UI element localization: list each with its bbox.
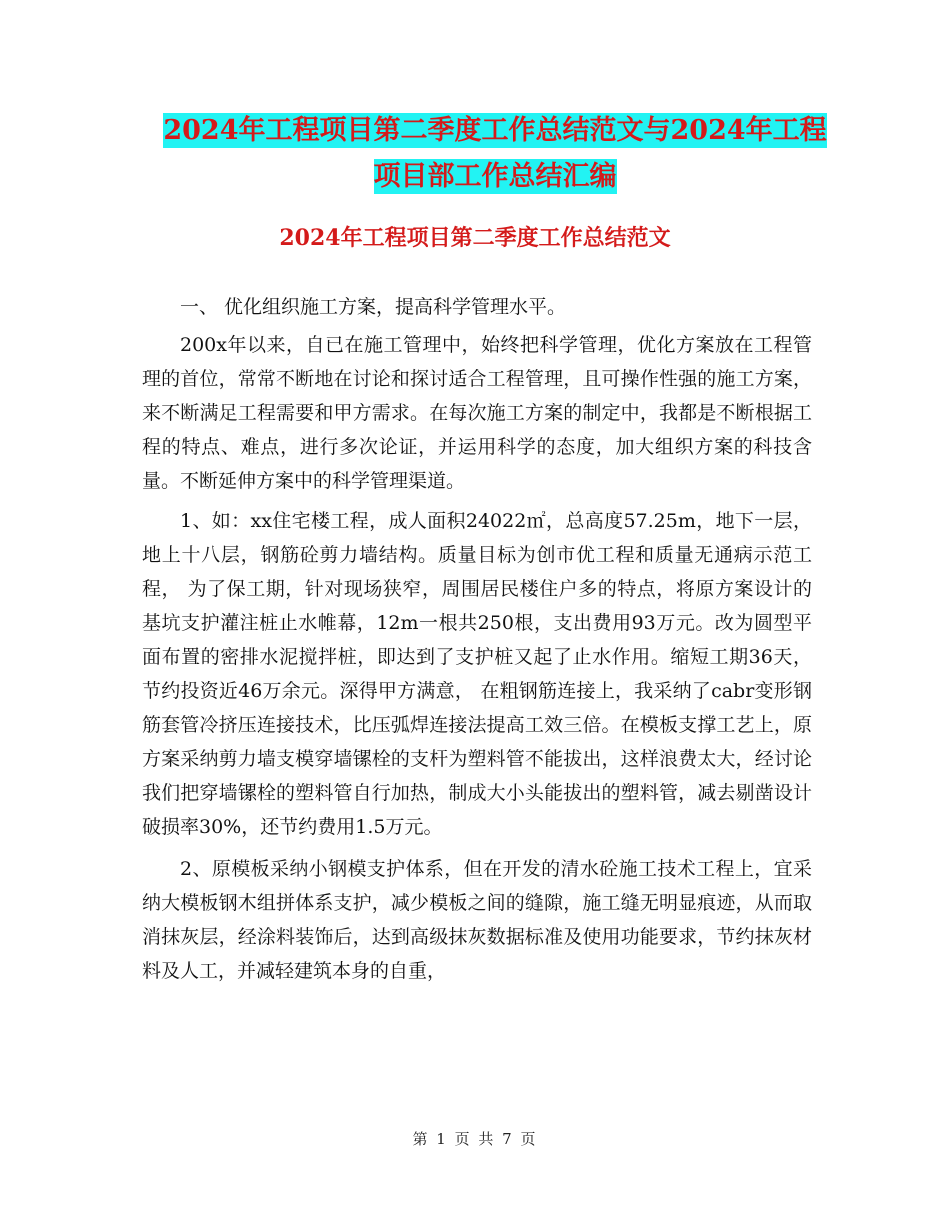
paragraph: 2、原模板采纳小钢模支护体系，但在开发的清水砼施工技术工程上，宜采纳大模板钢木组拼体系支护，减少模板之间的缝隙，施工缝无明显痕迹，从而取消抹灰层，经涂料装饰后，达到高级抹灰数据标准及使用功能要求，节约抹灰材料及人工，并减轻建筑本身的自重， — [142, 858, 812, 982]
document-body — [142, 290, 812, 994]
document-title-line2: 项目部工作总结汇编 — [373, 161, 617, 192]
document-title-line1: 2024年工程项目第二季度工作总结范文与2024年工程 — [163, 115, 827, 146]
paragraph-heading: 一、 优化组织施工方案，提高科学管理水平。 — [180, 296, 567, 318]
page-footer: 第 1 页 共 7 页 — [412, 1130, 538, 1148]
section-title: 2024年工程项目第二季度工作总结范文 — [279, 225, 671, 251]
paragraph: 1、如：xx住宅楼工程，成人面积24022㎡，总高度57.25m，地下一层，地上十八层，钢筋砼剪力墙结构。质量目标为创市优工程和质量无通病示范工程， 为了保工期，针对现场狭窄，周围居民楼住户多的特点，将原方案设计的基坑支护灌注桩止水帷幕，12m一根共250根，支出费用93万元。改为圆型平面布置的密排水泥搅拌桩，即达到了支护桩又起了止水作用。缩短工期36天，节约投资近46万余元。深得甲方满意， 在粗钢筋连接上，我采纳了cabr变形钢筋套管冷挤压连接技术，比压弧焊连接法提高工效三倍。在模板支撑工艺上，原方案采纳剪力墙支模穿墙镙栓的支杆为塑料管不能拔出，这样浪费太大，经讨论我们把穿墙镙栓的塑料管自行加热，制成大小头能拔出的塑料管，减去剔凿设计破损率30%，还节约费用1.5万元。 — [142, 510, 812, 838]
paragraph: 200x年以来，自已在施工管理中，始终把科学管理，优化方案放在工程管理的首位，常常不断地在讨论和探讨适合工程管理，且可操作性强的施工方案，来不断满足工程需要和甲方需求。在每次施工方案的制定中，我都是不断根据工程的特点、难点，进行多次论证，并运用科学的态度，加大组织方案的科技含量。不断延伸方案中的科学管理渠道。 — [142, 334, 812, 492]
document-title — [140, 108, 850, 200]
